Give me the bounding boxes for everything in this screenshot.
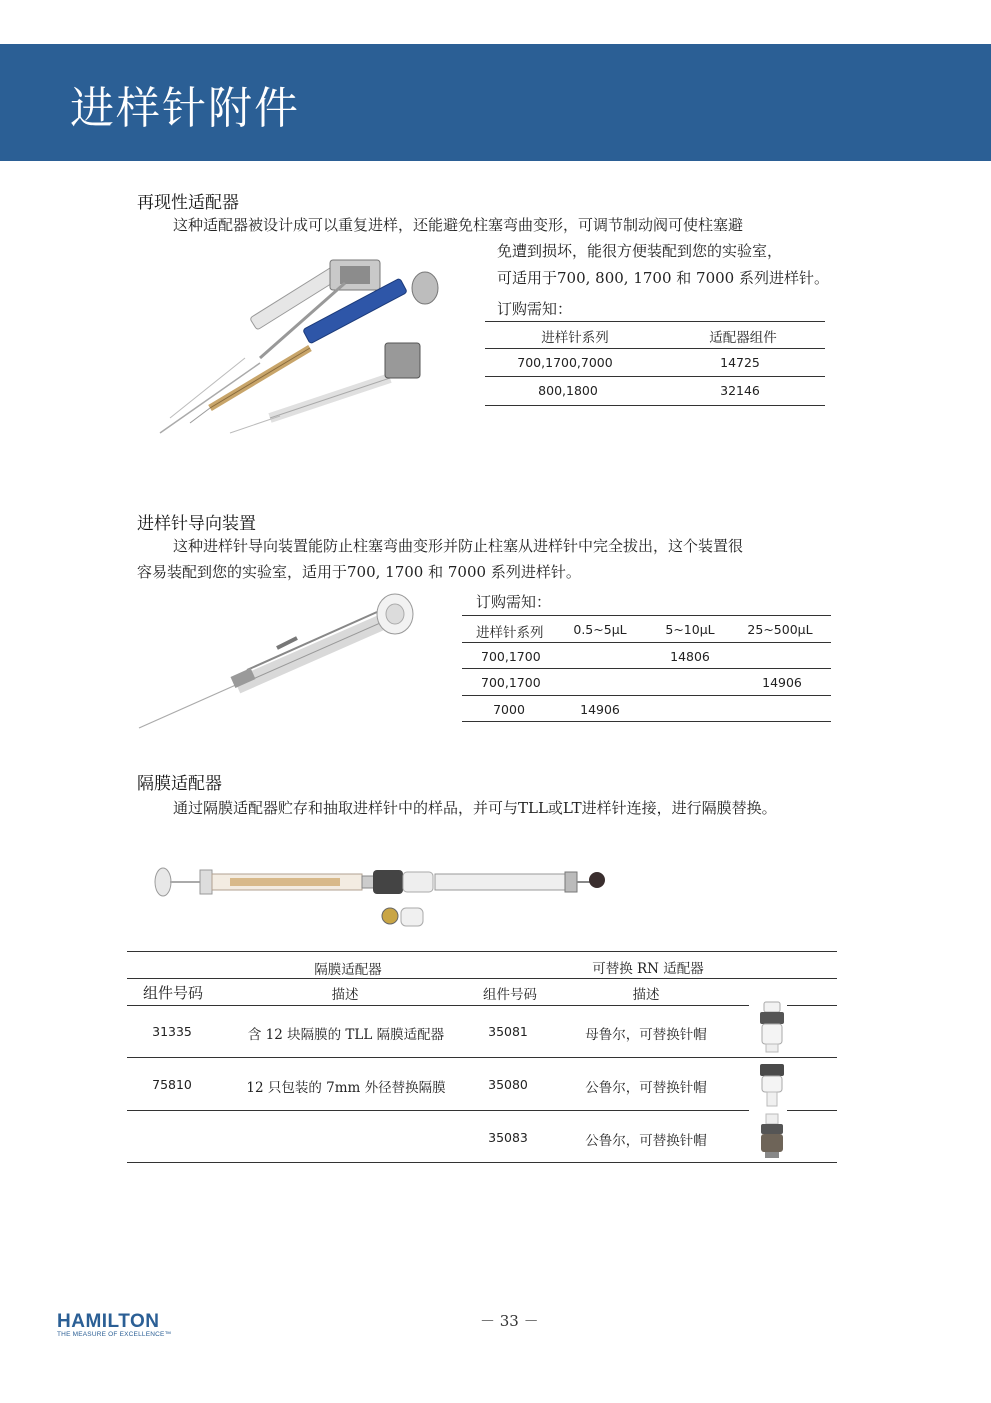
female-luer-adapter-image	[752, 1000, 792, 1055]
s3-group-header-rn: 可替换 RN 适配器	[592, 961, 704, 977]
s3-header-rule	[127, 1005, 749, 1006]
s3-row3-part-no-2: 35083	[488, 1130, 528, 1145]
s3-header-desc-2: 描述	[632, 987, 660, 1003]
hamilton-logo	[57, 1311, 171, 1338]
page-title: 进样针附件	[70, 83, 300, 134]
s1-row2-series: 800,1800	[538, 383, 598, 398]
s1-row-rule	[485, 376, 825, 377]
s3-row-rule-2-end	[787, 1110, 837, 1111]
s2-header-volume-1: 0.5~5μL	[573, 622, 627, 637]
s3-row2-desc-2: 公鲁尔，可替换针帽	[585, 1080, 707, 1096]
s3-row1-desc-1: 含 12 块隔膜的 TLL 隔膜适配器	[247, 1027, 445, 1043]
male-luer-adapter-image	[752, 1058, 792, 1110]
s3-row-rule-1	[127, 1057, 837, 1058]
s3-table-top-rule	[127, 951, 837, 952]
s2-row-rule-2	[462, 695, 831, 696]
s1-header-rule	[485, 348, 825, 349]
male-luer-metal-adapter-image	[752, 1110, 792, 1160]
s2-header-volume-2: 5~10μL	[665, 622, 715, 637]
s3-paragraph: 通过隔膜适配器贮存和抽取进样针中的样品，并可与TLL或LT进样针连接，进行隔膜替换。	[173, 799, 777, 817]
syringe-adapter-image	[150, 248, 450, 438]
septum-adapter-image	[145, 850, 620, 940]
logo-wordmark: HAMILTON	[57, 1311, 160, 1332]
s2-paragraph-line-1: 这种进样针导向装置能防止柱塞弯曲变形并防止柱塞从进样针中完全拔出，这个装置很	[173, 537, 744, 555]
s2-order-label: 订购需知：	[476, 593, 552, 611]
s2-row3-vol1: 14906	[580, 702, 620, 717]
s1-order-label: 订购需知：	[497, 300, 573, 318]
s3-header-part-no-2: 组件号码	[483, 987, 537, 1003]
logo-tagline: THE MEASURE OF EXCELLENCE™	[57, 1331, 172, 1338]
s3-row2-desc-1: 12 只包装的 7mm 外径替换隔膜	[246, 1080, 446, 1096]
s2-row2-series: 700,1700	[481, 675, 541, 690]
s2-table-bottom-rule	[462, 721, 831, 722]
s3-header-rule-end	[787, 1005, 837, 1006]
s2-row1-vol2: 14806	[670, 649, 710, 664]
s2-row2-vol3: 14906	[762, 675, 802, 690]
s1-row1-part: 14725	[720, 355, 760, 370]
page-number: － 33 －	[480, 1312, 539, 1330]
s3-row1-part-no-1: 31335	[152, 1024, 192, 1039]
section-title-septum-adapter: 隔膜适配器	[137, 774, 222, 794]
s3-row2-part-no-1: 75810	[152, 1077, 192, 1092]
section-title-syringe-guide: 进样针导向装置	[137, 514, 256, 534]
section-title-reproducibility-adapter: 再现性适配器	[137, 193, 239, 213]
syringe-guide-image	[137, 590, 427, 740]
s2-row-rule-1	[462, 668, 831, 669]
s3-header-part-no-1: 组件号码	[143, 984, 204, 1002]
s1-table-bottom-rule	[485, 405, 825, 406]
s2-table-top-rule	[462, 615, 831, 616]
s2-header-rule	[462, 642, 831, 643]
s3-row3-desc-2: 公鲁尔，可替换针帽	[585, 1133, 707, 1149]
s3-table-bottom-rule	[127, 1162, 837, 1163]
s1-header-syringe-series: 进样针系列	[541, 330, 609, 346]
s2-row3-series: 7000	[493, 702, 525, 717]
s1-paragraph-line-3: 可适用于700, 800, 1700 和 7000 系列进样针。	[497, 269, 829, 287]
s3-row2-part-no-2: 35080	[488, 1077, 528, 1092]
s3-group-header-septum: 隔膜适配器	[314, 962, 382, 978]
s2-header-syringe-series: 进样针系列	[476, 625, 544, 641]
s3-group-rule	[127, 978, 837, 979]
s2-paragraph-line-2: 容易装配到您的实验室，适用于700, 1700 和 7000 系列进样针。	[137, 563, 581, 581]
s1-header-adapter-kit: 适配器组件	[709, 330, 777, 346]
s1-paragraph-line-1: 这种适配器被设计成可以重复进样，还能避免柱塞弯曲变形，可调节制动阀可使柱塞避	[173, 216, 744, 234]
s3-row-rule-2	[127, 1110, 749, 1111]
s2-header-volume-3: 25~500μL	[747, 622, 813, 637]
s3-header-desc-1: 描述	[331, 987, 359, 1003]
s3-row1-part-no-2: 35081	[488, 1024, 528, 1039]
s1-table-top-rule	[485, 321, 825, 322]
s1-row1-series: 700,1700,7000	[517, 355, 613, 370]
s2-row1-series: 700,1700	[481, 649, 541, 664]
s1-paragraph-line-2: 免遭到损坏，能很方便装配到您的实验室，	[497, 242, 783, 260]
s1-row2-part: 32146	[720, 383, 760, 398]
s3-row1-desc-2: 母鲁尔，可替换针帽	[585, 1027, 707, 1043]
